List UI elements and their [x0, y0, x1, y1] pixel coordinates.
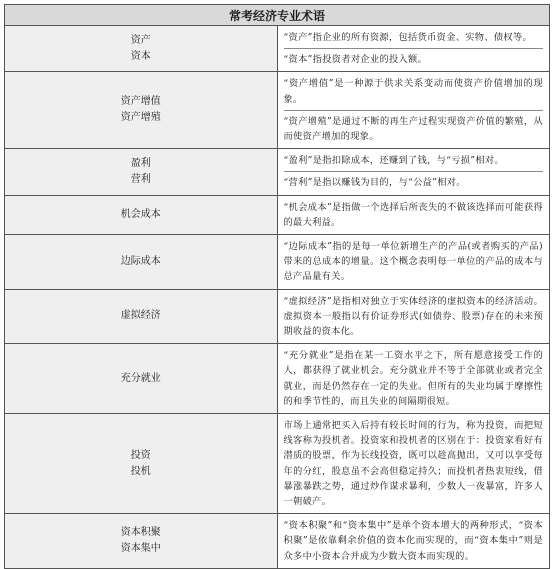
- definition-cell: [277, 149, 550, 195]
- definition-cell: [277, 344, 550, 414]
- term-cell: [5, 414, 278, 514]
- table-row: [5, 289, 550, 344]
- term-cell: [5, 514, 278, 569]
- definition-cell: [277, 72, 550, 149]
- term-label: 资本: [130, 50, 151, 62]
- definition-text: “资产增殖”是通过不断的再生产过程实现资产价值的繁殖，从而使资产增加的现象。: [284, 110, 544, 147]
- definition-text: “资产”指企业的所有资源，包括货币资金、实物、债权等。: [283, 32, 533, 43]
- terms-table-container: [4, 4, 550, 569]
- term-cell: 充分就业: [5, 344, 278, 414]
- table-row: [5, 344, 550, 414]
- table-row: [5, 235, 550, 290]
- term-label: 资产增殖: [120, 112, 161, 124]
- definition-text: 市场上通常把买入后持有较长时间的行为，称为投资，而把短线客称为投机者。投资家和投机者的区别在于：投资家看好有潜质的股票，作为长线投资，既可以趁高抛出，又可以享受每年的分红，股息虽不会高但稳定持久；而投机者热衷短线，借暴涨暴跌之势，通过炒作谋求暴利，少数人一夜暴富，许多人一朝破产。: [283, 420, 543, 508]
- definition-cell: [277, 514, 550, 569]
- term-label: 资产: [130, 34, 151, 46]
- title-row: [5, 5, 550, 26]
- term-cell: 机会成本: [5, 195, 278, 234]
- table-row: [5, 195, 550, 234]
- definition-cell: [277, 26, 550, 72]
- definition-text: “盈利”是指扣除成本，还赚到了钱，与“亏损”相对。: [283, 155, 504, 167]
- table-title: 常考经济专业术语: [5, 5, 550, 26]
- definition-text: “营利”是指以赚钱为目的，与“公益”相对。: [284, 171, 544, 193]
- term-label: 投资: [130, 449, 151, 461]
- definition-text: “资本”指投资者对企业的投入额。: [284, 48, 544, 70]
- definition-text: “资产增值”是一种源于供求关系变动而使资产价值增加的现象。: [283, 78, 543, 105]
- definition-text: “充分就业”是指在某一工资水平之下，所有愿意接受工作的人，都获得了就业机会。充分就业并不等于全部就业或者完全就业，而是仍然存在一定的失业。但所有的失业均属于摩擦性的和季节性的，而且失业的间隔期很短。: [283, 350, 543, 407]
- term-label: 营利: [130, 173, 151, 185]
- terms-table: [4, 4, 550, 569]
- term-cell: 边际成本: [5, 235, 278, 290]
- definition-cell: [277, 289, 550, 344]
- table-row: [5, 514, 550, 569]
- term-label: 投机: [130, 465, 151, 477]
- definition-text: “机会成本”是指做一个选择后所丧失的不做该选择而可能获得的最大利益。: [283, 201, 543, 228]
- term-cell: 虚拟经济: [5, 289, 278, 344]
- definition-text: “资本积聚”和“资本集中”是单个资本增大的两种形式，“资本积聚”是依靠剩余价值的资本化而实现的，而“资本集中”则是众多中小资本合并成为少数大资本而实现的。: [283, 520, 543, 562]
- term-cell: [5, 72, 278, 149]
- definition-cell: [277, 235, 550, 290]
- term-label: 盈利: [130, 157, 151, 169]
- term-label: 资本集中: [120, 543, 161, 555]
- table-row: [5, 26, 550, 72]
- term-label: 资产增值: [120, 96, 161, 108]
- definition-cell: [277, 414, 550, 514]
- term-cell: [5, 26, 278, 72]
- definition-text: “虚拟经济”是指相对独立于实体经济的虚拟资本的经济活动。虚拟资本一般指以有价证券形式(如债券、股票)存在的未来预期收益的资本化。: [283, 295, 543, 338]
- term-cell: [5, 149, 278, 195]
- table-row: [5, 414, 550, 514]
- table-row: [5, 149, 550, 195]
- table-row: [5, 72, 550, 149]
- definition-text: “边际成本”指的是每一单位新增生产的产品(或者购买的产品)带来的总成本的增量。这个概念表明每一单位的产品的成本与总产品量有关。: [283, 241, 543, 283]
- term-label: 资本积聚: [120, 527, 161, 539]
- definition-cell: [277, 195, 550, 234]
